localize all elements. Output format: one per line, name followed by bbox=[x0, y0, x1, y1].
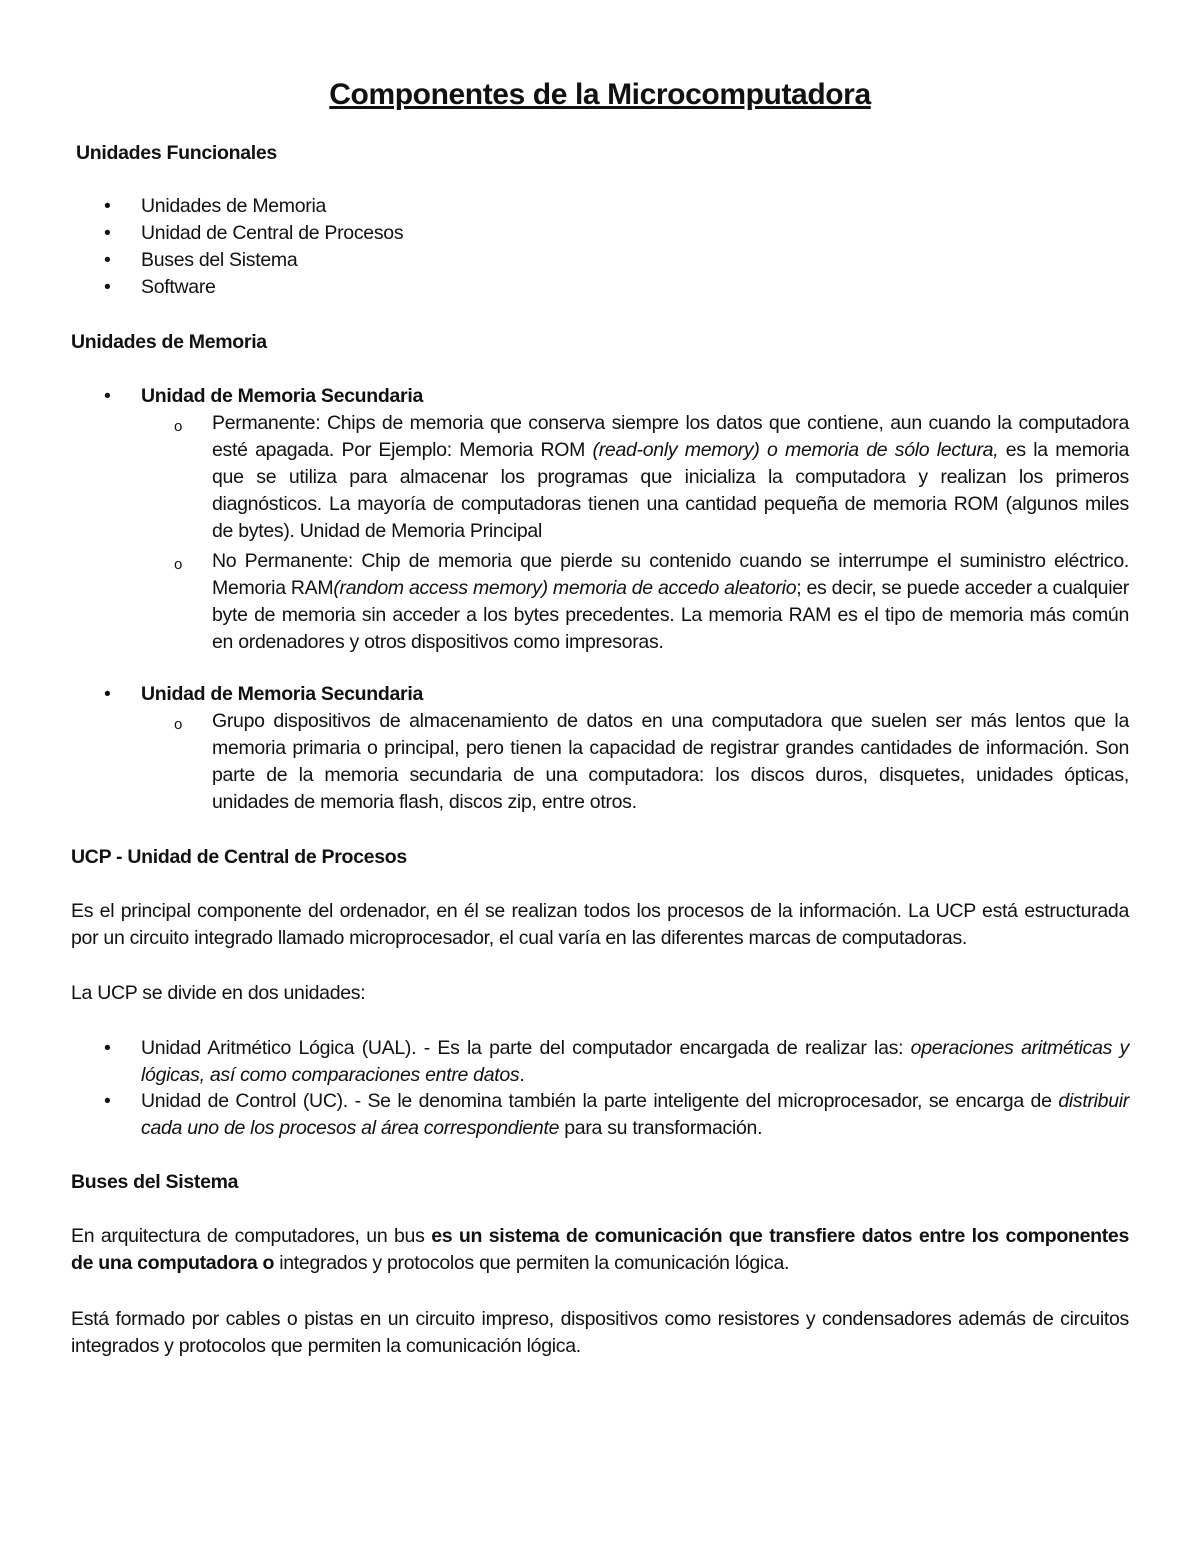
paragraph-no-permanente: No Permanente: Chip de memoria que pierde su contenido cuando se interrumpe el suministro eléctrico. Memoria RAM(random access memory) memoria de accedo aleatorio; es decir, se puede acceder a cualquier byte de memoria sin acceder a los bytes precedentes. La memoria RAM es el tipo de memoria más común en ordenadores y otros dispositivos como impresoras. bbox=[212, 550, 1129, 653]
bullet-icon: • bbox=[104, 195, 111, 217]
paragraph-buses-1: En arquitectura de computadores, un bus es un sistema de comunicación que transfiere datos entre los componentes de una computadora o integrados y protocolos que permiten la comunicación lógica. bbox=[71, 1225, 1130, 1274]
section-heading-funcionales: Unidades Funcionales bbox=[76, 142, 277, 164]
list-item: Software bbox=[141, 276, 216, 298]
paragraph-ucp-2: La UCP se divide en dos unidades: bbox=[71, 982, 366, 1004]
sub-bullet-icon: o bbox=[174, 716, 183, 733]
paragraph-buses-2: Está formado por cables o pistas en un circuito impreso, dispositivos como resistores y condensadores además de circuitos integrados y protocolos que permiten la comunicación lógica. bbox=[71, 1308, 1129, 1357]
bullet-icon: • bbox=[104, 1037, 111, 1059]
list-item-uc: Unidad de Control (UC). - Se le denomina también la parte inteligente del microprocesador, se encarga de distribuir cada uno de los procesos al área correspondiente para su transformación. bbox=[141, 1090, 1129, 1139]
bullet-icon: • bbox=[104, 385, 111, 407]
sub-bullet-icon: o bbox=[174, 418, 183, 435]
bullet-icon: • bbox=[104, 276, 111, 298]
bullet-icon: • bbox=[104, 683, 111, 705]
paragraph-ucp-1: Es el principal componente del ordenador, en él se realizan todos los procesos de la información. La UCP está estructurada por un circuito integrado llamado microprocesador, el cual varía en las diferentes marcas de computadoras. bbox=[71, 900, 1129, 949]
list-item-ual: Unidad Aritmético Lógica (UAL). - Es la parte del computador encargada de realizar las: operaciones aritméticas y lógicas, así como comparaciones entre datos. bbox=[141, 1037, 1129, 1086]
paragraph-grupo: Grupo dispositivos de almacenamiento de datos en una computadora que suelen ser más lentos que la memoria primaria o principal, pero tienen la capacidad de registrar grandes cantidades de información. Son parte de la memoria secundaria de una computadora: los discos duros, disquetes, unidades ópticas, unidades de memoria flash, discos zip, entre otros. bbox=[212, 710, 1129, 813]
list-item: Buses del Sistema bbox=[141, 249, 298, 271]
list-item: Unidades de Memoria bbox=[141, 195, 327, 217]
section-heading-ucp: UCP - Unidad de Central de Procesos bbox=[71, 846, 407, 868]
section-heading-buses: Buses del Sistema bbox=[71, 1171, 239, 1193]
paragraph-permanente: Permanente: Chips de memoria que conserva siempre los datos que contiene, aun cuando la computadora esté apagada. Por Ejemplo: Memoria ROM (read-only memory) o memoria de sólo lectura, es la memoria que se utiliza para almacenar los programas que inicializa la computadora y realizan los primeros diagnósticos. La mayoría de computadoras tienen una cantidad pequeña de memoria ROM (algunos miles de bytes). Unidad de Memoria Principal bbox=[212, 412, 1129, 542]
sub-bullet-icon: o bbox=[174, 556, 183, 573]
memory-item-label: Unidad de Memoria Secundaria bbox=[141, 683, 424, 705]
memory-item-label: Unidad de Memoria Secundaria bbox=[141, 385, 424, 407]
bullet-icon: • bbox=[104, 1090, 111, 1112]
page-title: Componentes de la Microcomputadora bbox=[329, 78, 871, 111]
section-heading-memoria: Unidades de Memoria bbox=[71, 331, 267, 353]
bullet-icon: • bbox=[104, 249, 111, 271]
bullet-icon: • bbox=[104, 222, 111, 244]
list-item: Unidad de Central de Procesos bbox=[141, 222, 404, 244]
